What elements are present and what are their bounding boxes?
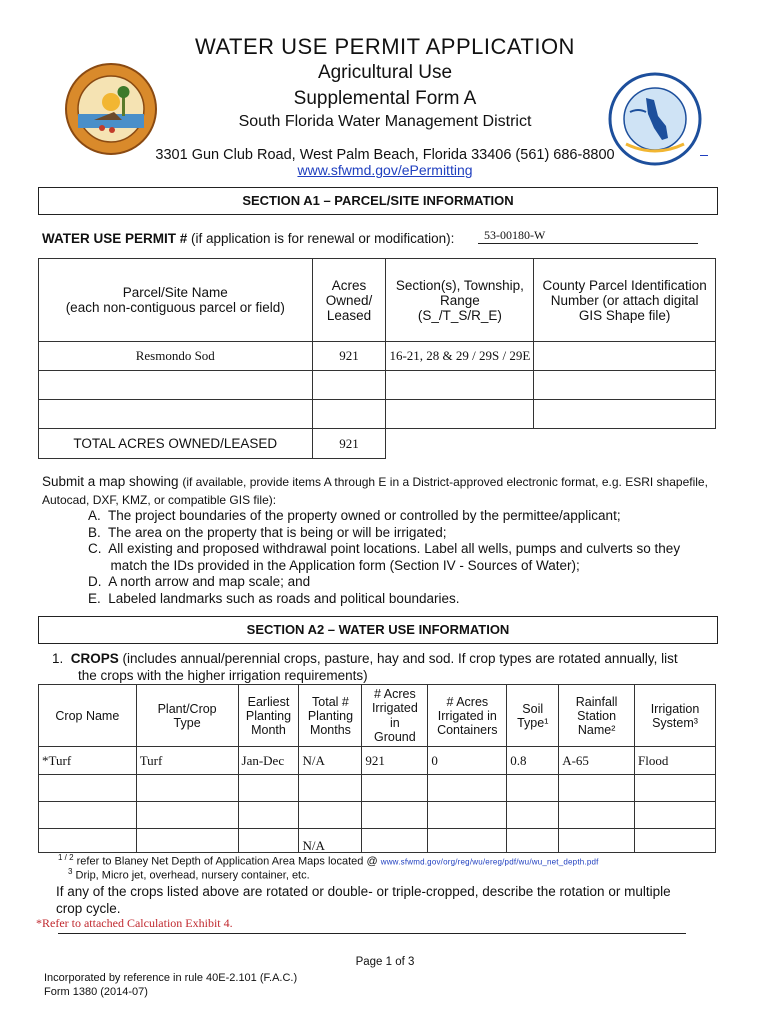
crop-type-cell[interactable]: Turf — [136, 747, 238, 775]
irrigation-system-cell[interactable]: Flood — [635, 747, 716, 775]
list-item: match the IDs provided in the Application form (Section IV - Sources of Water); — [88, 557, 580, 573]
map-instructions-intro — [42, 473, 742, 509]
total-acres-label: TOTAL ACRES OWNED/LEASED — [39, 429, 313, 459]
footnote-3-marker: 3 — [68, 867, 73, 876]
crops-text-cont: the crops with the higher irrigation requirements) — [78, 668, 368, 683]
rotation-question — [56, 883, 736, 917]
rainfall-station-cell[interactable] — [559, 775, 635, 802]
planting-month-cell[interactable] — [238, 775, 299, 802]
acres-cell[interactable] — [312, 400, 386, 429]
acres-ground-cell[interactable] — [362, 775, 428, 802]
florida-state-seal — [64, 62, 158, 161]
rotation-question-line2: crop cycle. — [56, 901, 121, 916]
footnote-3 — [68, 867, 310, 882]
footnote-3-text: Drip, Micro jet, overhead, nursery container, etc. — [75, 869, 310, 882]
acres-cell[interactable]: 921 — [312, 342, 386, 371]
district-address: 3301 Gun Club Road, West Palm Beach, Florida 33406 (561) 686-8800 — [155, 147, 615, 163]
irrigation-system-cell[interactable] — [635, 775, 716, 802]
crops-text: (includes annual/perennial crops, pasture, hay and sod. If crop types are rotated annually, list — [118, 651, 678, 666]
col-acres-in-ground: # Acres Irrigated in Ground — [362, 685, 428, 747]
crops-number: 1. — [52, 651, 64, 666]
permit-number-label-text: (if application is for renewal or modification): — [187, 231, 455, 246]
crops-table — [38, 684, 716, 853]
table-row — [39, 802, 716, 829]
map-intro-formats: (if available, provide items A through E in a District-approved electronic format, e.g. ESRI shapefile, — [182, 475, 708, 489]
table-row — [39, 747, 716, 775]
str-cell[interactable] — [386, 400, 534, 429]
blaney-maps-link[interactable]: www.sfwmd.gov/org/reg/wu/ereg/pdf/wu/wu_net_depth.pdf — [380, 857, 599, 867]
rainfall-station-cell[interactable]: A-65 — [559, 747, 635, 775]
col-acres-containers: # Acres Irrigated in Containers — [428, 685, 507, 747]
parcel-id-cell[interactable] — [534, 400, 716, 429]
crop-name-cell[interactable] — [39, 802, 137, 829]
footnote-1-2 — [58, 853, 758, 868]
irrigation-system-cell[interactable] — [635, 829, 716, 853]
acres-cell[interactable] — [312, 371, 386, 400]
rule-reference: Incorporated by reference in rule 40E-2.101 (F.A.C.) — [44, 972, 298, 984]
table-row — [39, 371, 716, 400]
map-intro-lead: Submit a map showing — [42, 474, 183, 489]
planting-months-cell[interactable]: N/A — [299, 747, 362, 775]
header-link-underline — [700, 155, 708, 156]
col-crop-type: Plant/Crop Type — [136, 685, 238, 747]
str-cell[interactable]: 16-21, 28 & 29 / 29S / 29E — [386, 342, 534, 371]
acres-containers-cell[interactable] — [428, 802, 507, 829]
col-soil-type: Soil Type¹ — [507, 685, 559, 747]
acres-ground-cell[interactable] — [362, 802, 428, 829]
acres-containers-cell[interactable] — [428, 775, 507, 802]
planting-month-cell[interactable] — [238, 829, 299, 853]
district-name: South Florida Water Management District — [238, 113, 532, 130]
parcel-name-cell[interactable] — [39, 400, 313, 429]
rainfall-station-cell[interactable] — [559, 802, 635, 829]
crops-table-header-row — [39, 685, 716, 747]
col-irrigation-system: Irrigation System³ — [635, 685, 716, 747]
planting-months-cell[interactable] — [299, 775, 362, 802]
form-subtitle-use: Agricultural Use — [317, 62, 453, 83]
rotation-answer[interactable]: *Refer to attached Calculation Exhibit 4. — [36, 916, 233, 930]
col-earliest-planting: Earliest Planting Month — [238, 685, 299, 747]
col-county-parcel-id: County Parcel Identification Number (or attach digital GIS Shape file) — [534, 259, 716, 342]
crop-name-cell[interactable] — [39, 829, 137, 853]
permit-number-label-bold: WATER USE PERMIT # — [42, 231, 188, 246]
str-cell[interactable] — [386, 371, 534, 400]
acres-ground-cell[interactable]: 921 — [362, 747, 428, 775]
parcel-name-cell[interactable] — [39, 371, 313, 400]
table-row — [39, 400, 716, 429]
blank-cell — [386, 429, 534, 459]
col-rainfall-station: Rainfall Station Name² — [559, 685, 635, 747]
table-row — [39, 775, 716, 802]
planting-months-cell[interactable] — [299, 802, 362, 829]
crop-type-cell[interactable] — [136, 829, 238, 853]
form-title: WATER USE PERMIT APPLICATION — [195, 34, 575, 59]
list-item: E. Labeled landmarks such as roads and political boundaries. — [88, 590, 460, 606]
planting-month-cell[interactable] — [238, 802, 299, 829]
soil-type-cell[interactable] — [507, 829, 559, 853]
col-crop-name: Crop Name — [39, 685, 137, 747]
permit-number-value: 53-00180-W — [484, 228, 546, 242]
permit-number-label — [42, 231, 454, 246]
sfwmd-logo-seal — [608, 72, 702, 171]
soil-type-cell[interactable] — [507, 775, 559, 802]
list-item: D. A north arrow and map scale; and — [88, 574, 311, 589]
permit-number-field[interactable] — [478, 226, 698, 244]
planting-months-cell[interactable]: N/A — [299, 829, 362, 853]
page-number: Page 1 of 3 — [355, 956, 415, 968]
col-total-planting-months: Total # Planting Months — [299, 685, 362, 747]
crops-label: CROPS — [70, 651, 119, 666]
list-item: C. All existing and proposed withdrawal point locations. Label all wells, pumps and culverts so they — [88, 541, 681, 556]
blank-cell — [534, 429, 716, 459]
soil-type-cell[interactable]: 0.8 — [507, 747, 559, 775]
map-requirements-list — [88, 508, 748, 607]
parcel-site-table — [38, 258, 716, 459]
planting-month-cell[interactable]: Jan-Dec — [238, 747, 299, 775]
soil-type-cell[interactable] — [507, 802, 559, 829]
table-row — [39, 829, 716, 853]
crops-instructions — [52, 650, 732, 684]
district-website-link[interactable]: www.sfwmd.gov/ePermitting — [297, 162, 473, 178]
col-section-township-range: Section(s), Township, Range (S_/T_S/R_E) — [386, 259, 534, 342]
rotation-answer-line — [58, 933, 686, 934]
rainfall-station-cell[interactable] — [559, 829, 635, 853]
crop-name-cell[interactable]: *Turf — [39, 747, 137, 775]
form-subtitle-form: Supplemental Form A — [293, 88, 477, 109]
parcel-id-cell[interactable] — [534, 342, 716, 371]
list-item: B. The area on the property that is being or will be irrigated; — [88, 524, 447, 540]
acres-containers-cell[interactable] — [428, 829, 507, 853]
map-intro-formats-cont: Autocad, DXF, KMZ, or compatible GIS file): — [42, 493, 277, 507]
col-acres-owned: Acres Owned/ Leased — [312, 259, 386, 342]
form-number: Form 1380 (2014-07) — [44, 986, 148, 998]
total-acres-value[interactable]: 921 — [312, 429, 386, 459]
col-parcel-site-name: Parcel/Site Name (each non-contiguous parcel or field) — [39, 259, 313, 342]
crop-name-cell[interactable] — [39, 775, 137, 802]
section-a1-header: SECTION A1 – PARCEL/SITE INFORMATION — [38, 187, 718, 215]
section-a2-header: SECTION A2 – WATER USE INFORMATION — [38, 616, 718, 644]
footnote-1-2-text: refer to Blaney Net Depth of Application Area Maps located @ — [76, 855, 378, 868]
table-row — [39, 342, 716, 371]
total-acres-row — [39, 429, 716, 459]
crop-type-cell[interactable] — [136, 802, 238, 829]
irrigation-system-cell[interactable] — [635, 802, 716, 829]
list-item: A. The project boundaries of the property owned or controlled by the permittee/applicant; — [88, 508, 621, 523]
acres-ground-cell[interactable] — [362, 829, 428, 853]
parcel-name-cell[interactable]: Resmondo Sod — [39, 342, 313, 371]
parcel-table-header-row — [39, 259, 716, 342]
rotation-question-line1: If any of the crops listed above are rotated or double- or triple-cropped, describe the rotation or multiple — [56, 884, 671, 899]
crop-type-cell[interactable] — [136, 775, 238, 802]
acres-containers-cell[interactable]: 0 — [428, 747, 507, 775]
parcel-id-cell[interactable] — [534, 371, 716, 400]
footnote-1-2-marker: 1 / 2 — [58, 853, 74, 862]
